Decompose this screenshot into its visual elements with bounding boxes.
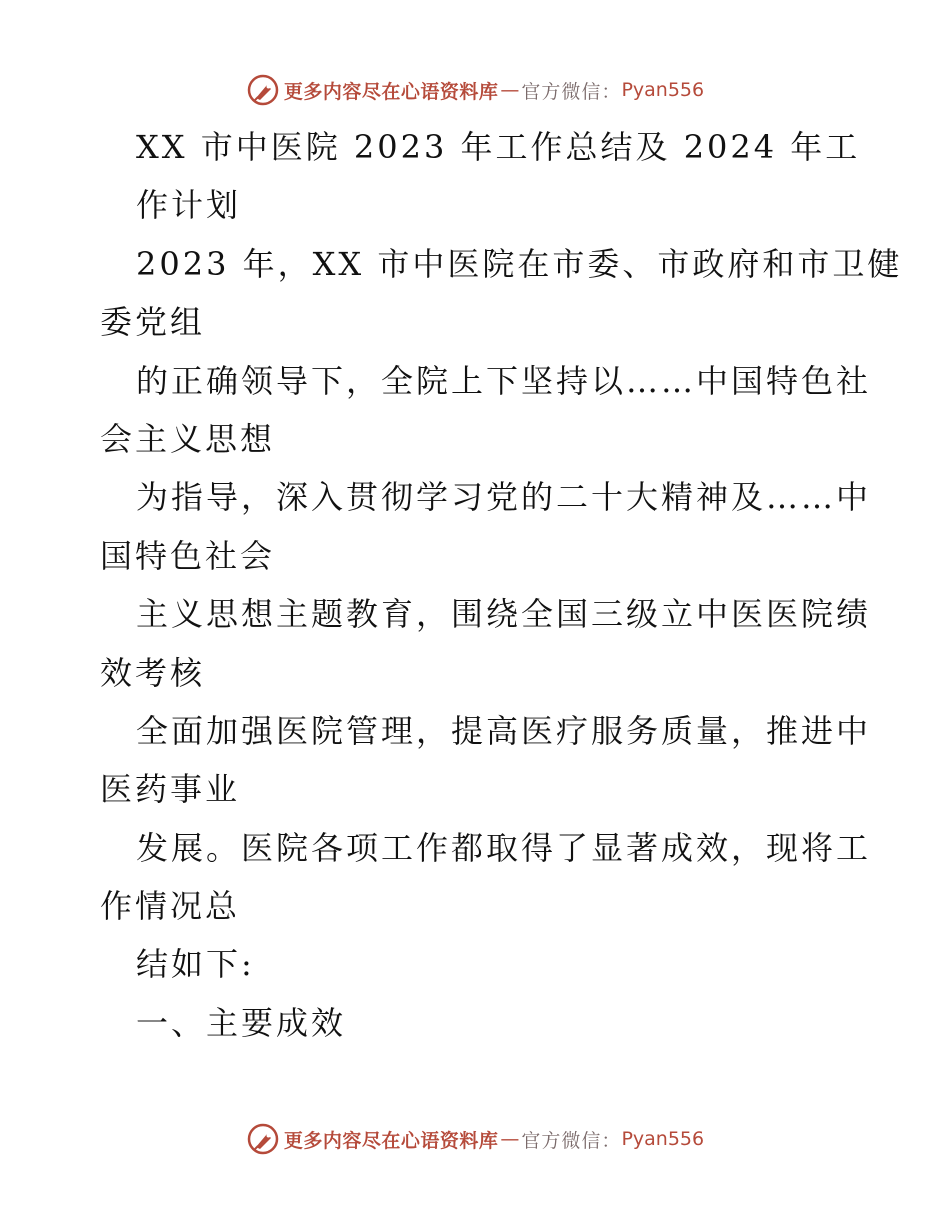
doc-paragraph-line: 会主义思想 bbox=[100, 419, 276, 458]
banner-official-label: 官方微信： bbox=[521, 1129, 622, 1152]
doc-title-line-1: XX 市中医院 2023 年工作总结及 2024 年工 bbox=[136, 128, 861, 166]
pen-nib-circle-icon bbox=[246, 73, 280, 107]
banner-wechat-handle: Pyan556 bbox=[621, 79, 705, 101]
doc-paragraph-line: 结如下: bbox=[136, 945, 255, 984]
doc-title-line-2: 作计划 bbox=[136, 186, 242, 225]
doc-paragraph-line: 发展。医院各项工作都取得了显著成效，现将工 bbox=[136, 828, 872, 867]
banner-official-label: 官方微信： bbox=[521, 80, 622, 103]
doc-paragraph-line: 效考核 bbox=[100, 653, 206, 692]
pen-nib-circle-icon bbox=[246, 1122, 280, 1156]
doc-paragraph-line: 委党组 bbox=[100, 303, 206, 342]
banner-separator: — bbox=[500, 1128, 520, 1150]
doc-paragraph-line: 的正确领导下，全院上下坚持以……中国特色社 bbox=[136, 361, 872, 400]
doc-paragraph-line: 为指导，深入贯彻学习党的二十大精神及……中 bbox=[136, 478, 872, 517]
footer-banner bbox=[0, 1119, 950, 1159]
doc-paragraph-line: 医药事业 bbox=[100, 770, 241, 809]
banner-wechat-handle: Pyan556 bbox=[621, 1128, 705, 1150]
document-body bbox=[100, 118, 903, 1052]
doc-paragraph-line: 2023 年，XX 市中医院在市委、市政府和市卫健 bbox=[136, 244, 903, 283]
doc-paragraph-line: 全面加强医院管理，提高医疗服务质量，推进中 bbox=[136, 711, 872, 750]
doc-paragraph-line: 主义思想主题教育，围绕全国三级立中医医院绩 bbox=[136, 595, 872, 634]
doc-paragraph-line: 国特色社会 bbox=[100, 536, 276, 575]
doc-paragraph-line: 作情况总 bbox=[100, 887, 241, 926]
banner-main-text: 更多内容尽在心语资料库 bbox=[283, 1129, 499, 1152]
section-heading: 一、主要成效 bbox=[136, 1003, 347, 1042]
header-banner bbox=[0, 70, 950, 110]
banner-main-text: 更多内容尽在心语资料库 bbox=[283, 80, 499, 103]
banner-separator: — bbox=[500, 79, 520, 101]
